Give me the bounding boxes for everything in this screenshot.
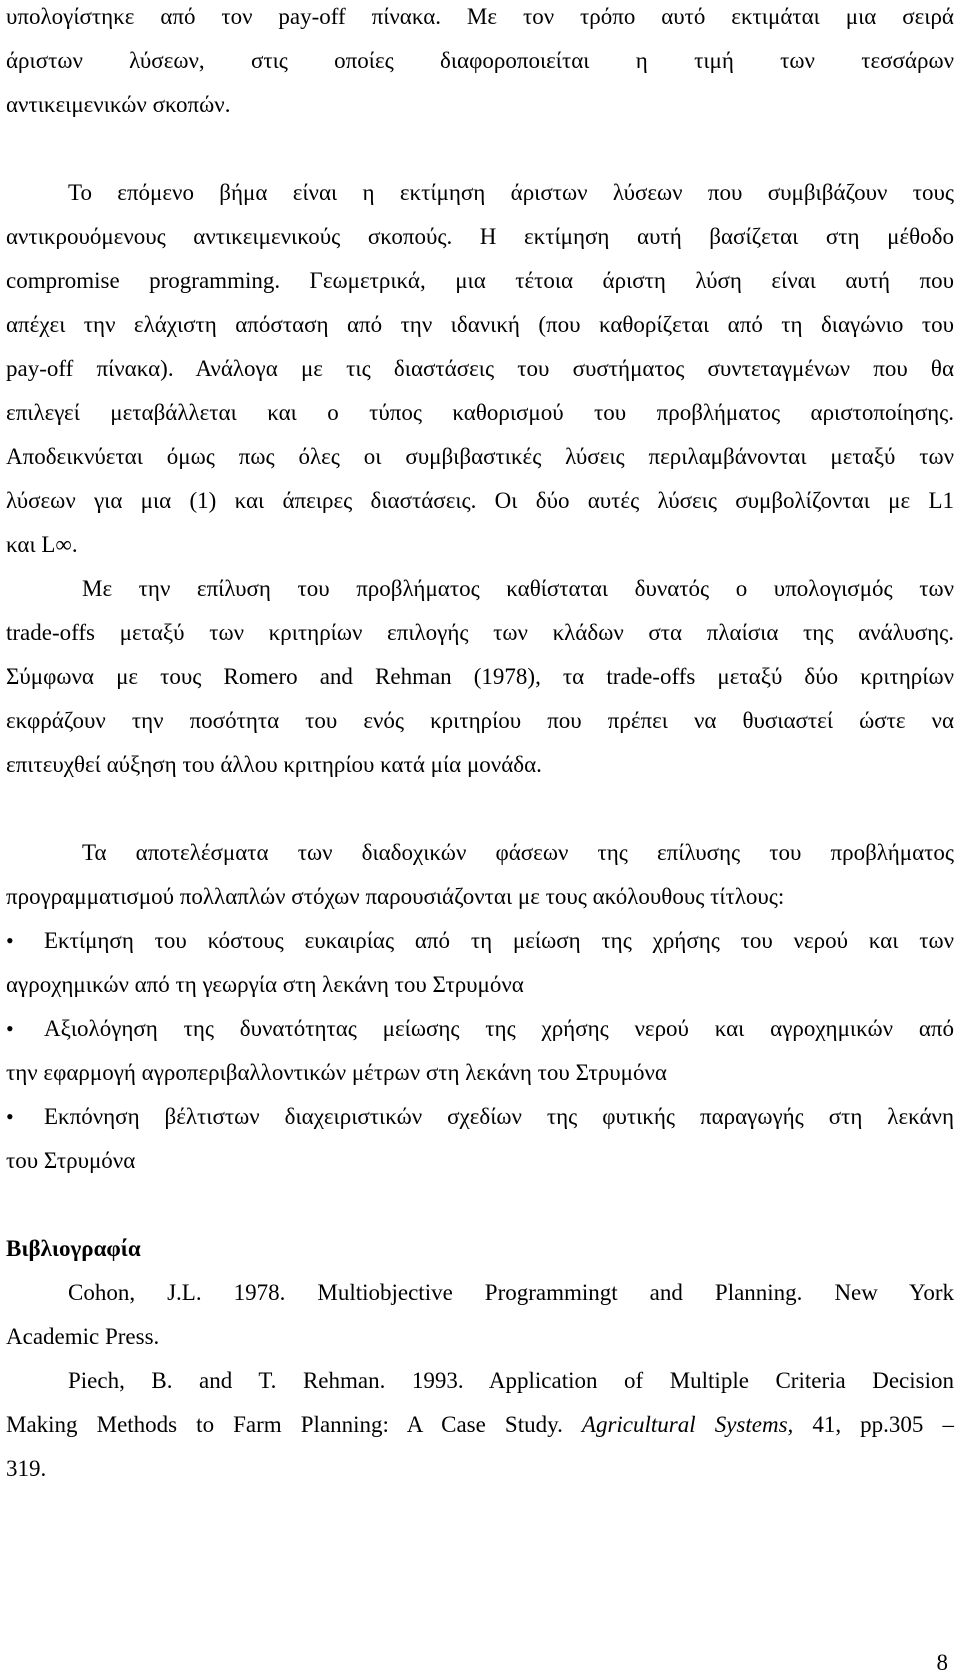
text-line: προγραμματισμού πολλαπλών στόχων παρουσιάζονται με τους ακόλουθους τίτλους:	[6, 884, 785, 909]
text-line: pay-off πίνακα). Ανάλογα με τις διαστάσεις του συστήματος συντεταγμένων που θα	[6, 356, 954, 381]
text-line: Academic Press.	[6, 1324, 160, 1349]
text-line: άριστων λύσεων, στις οποίες διαφοροποιείται η τιμή των τεσσάρων	[6, 48, 954, 73]
bibliography-heading: Βιβλιογραφία	[6, 1236, 141, 1261]
text-line: επιτευχθεί αύξηση του άλλου κριτηρίου κατά μία μονάδα.	[6, 752, 542, 777]
reference-text: Making Methods to Farm Planning: A Case Study.	[6, 1412, 582, 1437]
text-line: και L∞.	[6, 532, 78, 557]
text-line: Αξιολόγηση της δυνατότητας μείωσης της χρήσης νερού και αγροχημικών από	[44, 1016, 954, 1041]
text-line: Piech, B. and T. Rehman. 1993. Application of Multiple Criteria Decision	[68, 1368, 954, 1393]
text-line: αγροχημικών από τη γεωργία στη λεκάνη του Στρυμόνα	[6, 972, 524, 997]
text-line: Αποδεικνύεται όμως πως όλες οι συμβιβαστικές λύσεις περιλαμβάνονται μεταξύ των	[6, 444, 954, 469]
text-line: Σύμφωνα με τους Romero and Rehman (1978), τα trade-offs μεταξύ δύο κριτηρίων	[6, 664, 954, 689]
text-line	[6, 1410, 954, 1440]
text-line: Cohon, J.L. 1978. Multiobjective Programmingt and Planning. New York	[68, 1280, 954, 1305]
text-line: 319.	[6, 1456, 47, 1481]
reference-text: 41, pp.305 –	[793, 1412, 954, 1437]
text-line: εκφράζουν την ποσότητα του ενός κριτηρίου που πρέπει να θυσιαστεί ώστε να	[6, 708, 954, 733]
text-line: υπολογίστηκε από τον pay-off πίνακα. Με τον τρόπο αυτό εκτιμάται μια σειρά	[6, 4, 954, 29]
text-line: του Στρυμόνα	[6, 1148, 136, 1173]
text-line: compromise programming. Γεωμετρικά, μια τέτοια άριστη λύση είναι αυτή που	[6, 268, 954, 293]
text-line: λύσεων για μια (1) και άπειρες διαστάσεις. Οι δύο αυτές λύσεις συμβολίζονται με L1	[6, 488, 954, 513]
text-line: Εκτίμηση του κόστους ευκαιρίας από τη μείωση της χρήσης του νερού και των	[44, 928, 954, 953]
bullet-icon: •	[6, 1016, 14, 1041]
text-line: Με την επίλυση του προβλήματος καθίσταται δυνατός ο υπολογισμός των	[82, 576, 954, 601]
text-line: αντικρουόμενους αντικειμενικούς σκοπούς. Η εκτίμηση αυτή βασίζεται στη μέθοδο	[6, 224, 954, 249]
text-line: trade-offs μεταξύ των κριτηρίων επιλογής των κλάδων στα πλαίσια της ανάλυσης.	[6, 620, 954, 645]
text-line: επιλεγεί μεταβάλλεται και ο τύπος καθορισμού του προβλήματος αριστοποίησης.	[6, 400, 954, 425]
page-number: 8	[936, 1650, 948, 1675]
text-line: αντικειμενικών σκοπών.	[6, 92, 231, 117]
text-line: την εφαρμογή αγροπεριβαλλοντικών μέτρων στη λεκάνη του Στρυμόνα	[6, 1060, 667, 1085]
bullet-icon: •	[6, 928, 14, 953]
text-line: Τα αποτελέσματα των διαδοχικών φάσεων της επίλυσης του προβλήματος	[82, 840, 954, 865]
text-line: Εκπόνηση βέλτιστων διαχειριστικών σχεδίων της φυτικής παραγωγής στη λεκάνη	[44, 1104, 954, 1129]
journal-name: Agricultural Systems,	[581, 1412, 794, 1437]
text-line: Το επόμενο βήμα είναι η εκτίμηση άριστων λύσεων που συμβιβάζουν τους	[68, 180, 954, 205]
bullet-icon: •	[6, 1104, 14, 1129]
text-line: απέχει την ελάχιστη απόσταση από την ιδανική (που καθορίζεται από τη διαγώνιο του	[6, 312, 954, 337]
